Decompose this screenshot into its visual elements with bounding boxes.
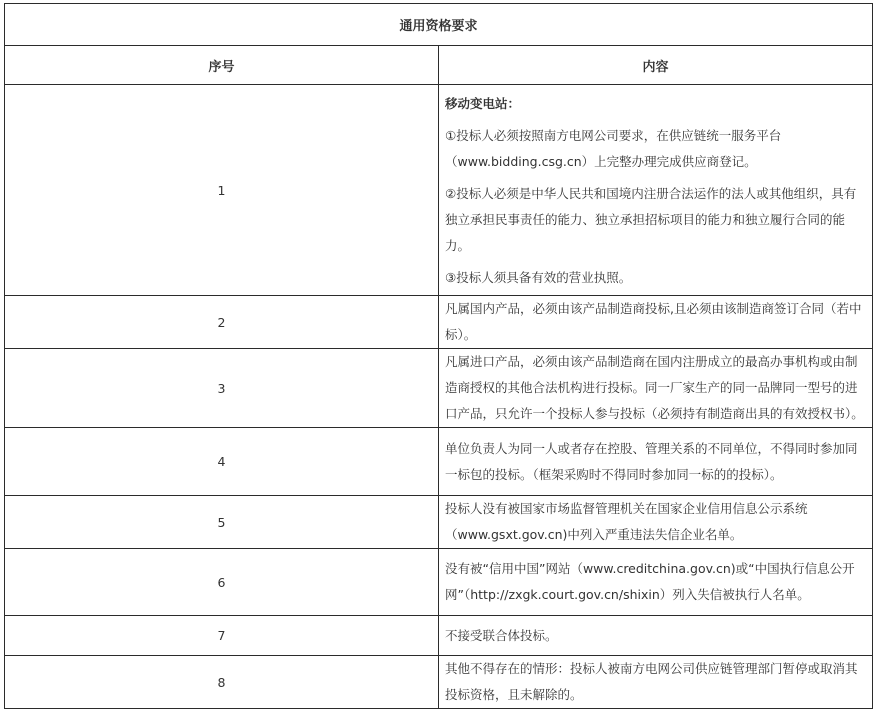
row-subtitle: 移动变电站： — [445, 96, 521, 111]
row-content: 凡属进口产品，必须由该产品制造商在国内注册成立的最高办事机构或由制造商授权的其他合法机构进行投标。同一厂家生产的同一品牌同一型号的进口产品，只允许一个投标人参与投标（必须持有制造商出具的有效授权书）。 — [439, 349, 873, 428]
table-row — [5, 549, 873, 616]
column-header-number: 序号 — [5, 46, 439, 85]
row-number: 6 — [5, 549, 439, 616]
row-number: 7 — [5, 616, 439, 656]
table-row — [5, 656, 873, 709]
row-number: 1 — [5, 85, 439, 296]
row-line: ①投标人必须按照南方电网公司要求，在供应链统一服务平台（www.bidding.csg.cn）上完整办理完成供应商登记。 — [445, 128, 782, 169]
row-number: 3 — [5, 349, 439, 428]
row-content: 没有被“信用中国”网站（www.creditchina.gov.cn)或“中国执行信息公开网”（http://zxgk.court.gov.cn/shixin）列入失信被执行人名单。 — [439, 549, 873, 616]
row-content — [439, 85, 873, 296]
table-header-row — [5, 46, 873, 85]
table-row — [5, 428, 873, 496]
qualification-table — [4, 3, 873, 709]
row-content: 凡属国内产品，必须由该产品制造商投标,且必须由该制造商签订合同（若中标）。 — [439, 296, 873, 349]
row-content: 单位负责人为同一人或者存在控股、管理关系的不同单位，不得同时参加同一标包的投标。（框架采购时不得同时参加同一标的的投标）。 — [439, 428, 873, 496]
table-row — [5, 85, 873, 296]
row-number: 2 — [5, 296, 439, 349]
row-number: 8 — [5, 656, 439, 709]
row-content: 其他不得存在的情形：投标人被南方电网公司供应链管理部门暂停或取消其投标资格，且未解除的。 — [439, 656, 873, 709]
row-line: ③投标人须具备有效的营业执照。 — [445, 270, 632, 285]
table-title: 通用资格要求 — [5, 4, 873, 46]
row-content: 投标人没有被国家市场监督管理机关在国家企业信用信息公示系统（www.gsxt.gov.cn)中列入严重违法失信企业名单。 — [439, 496, 873, 549]
table-row — [5, 349, 873, 428]
table-row — [5, 496, 873, 549]
table-row — [5, 616, 873, 656]
row-line: ②投标人必须是中华人民共和国境内注册合法运作的法人或其他组织，具有独立承担民事责任的能力、独立承担招标项目的能力和独立履行合同的能力。 — [445, 186, 857, 253]
table-title-row — [5, 4, 873, 46]
row-number: 4 — [5, 428, 439, 496]
row-number: 5 — [5, 496, 439, 549]
column-header-content: 内容 — [439, 46, 873, 85]
row-content: 不接受联合体投标。 — [439, 616, 873, 656]
table-row — [5, 296, 873, 349]
